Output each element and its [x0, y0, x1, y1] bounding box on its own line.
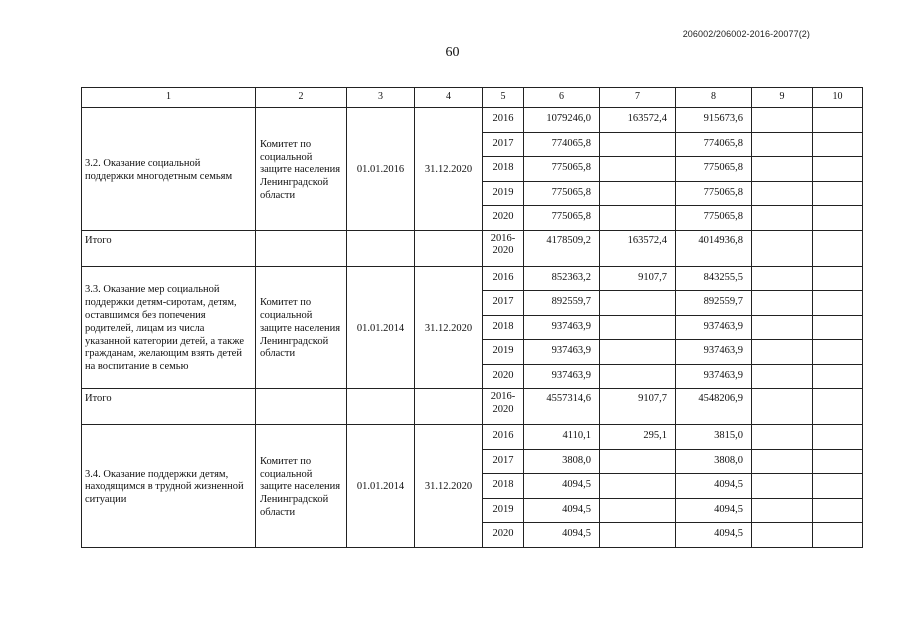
value-federal: 295,1 [600, 425, 676, 450]
empty-cell [752, 206, 813, 231]
year-cell: 2020 [483, 523, 524, 548]
value-regional: 4094,5 [676, 498, 752, 523]
table-row [82, 266, 863, 291]
empty-cell [752, 340, 813, 365]
value-regional: 3808,0 [676, 449, 752, 474]
measure-name: 3.3. Оказание мер социальной поддержки детям-сиротам, детям, оставшимся без попечения родителей, лицам из числа указанной категории детей, а также гражданам, желающим взять детей на воспитание в семью [82, 266, 256, 389]
empty-cell [752, 132, 813, 157]
start-date: 01.01.2014 [347, 425, 415, 548]
empty-cell [752, 389, 813, 425]
empty-cell [813, 340, 863, 365]
empty-cell [813, 132, 863, 157]
value-total: 775065,8 [524, 181, 600, 206]
total-value-federal: 9107,7 [600, 389, 676, 425]
header-cell: 10 [813, 88, 863, 108]
total-value-regional: 4548206,9 [676, 389, 752, 425]
header-cell: 2 [256, 88, 347, 108]
empty-cell [813, 291, 863, 316]
value-regional: 4094,5 [676, 474, 752, 499]
value-federal [600, 181, 676, 206]
end-date: 31.12.2020 [415, 266, 483, 389]
value-regional: 4094,5 [676, 523, 752, 548]
empty-cell [813, 315, 863, 340]
document-id: 206002/206002-2016-20077(2) [682, 29, 810, 39]
end-date: 31.12.2020 [415, 108, 483, 231]
value-total: 4094,5 [524, 523, 600, 548]
empty-cell [813, 523, 863, 548]
empty-cell [813, 206, 863, 231]
value-total: 937463,9 [524, 315, 600, 340]
empty-cell [752, 315, 813, 340]
header-cell: 7 [600, 88, 676, 108]
value-total: 937463,9 [524, 364, 600, 389]
empty-cell [813, 425, 863, 450]
total-value-federal: 163572,4 [600, 230, 676, 266]
value-federal [600, 364, 676, 389]
year-cell: 2016 [483, 425, 524, 450]
year-cell: 2020 [483, 364, 524, 389]
value-regional: 937463,9 [676, 364, 752, 389]
value-total: 4094,5 [524, 498, 600, 523]
value-federal [600, 340, 676, 365]
empty-cell [256, 230, 347, 266]
measure-name: 3.4. Оказание поддержки детям, находящимся в трудной жизненной ситуации [82, 425, 256, 548]
year-cell: 2018 [483, 474, 524, 499]
value-total: 852363,2 [524, 266, 600, 291]
empty-cell [752, 364, 813, 389]
empty-cell [752, 291, 813, 316]
year-cell: 2019 [483, 181, 524, 206]
value-federal [600, 132, 676, 157]
value-federal [600, 498, 676, 523]
year-cell: 2019 [483, 498, 524, 523]
empty-cell [256, 389, 347, 425]
value-federal: 9107,7 [600, 266, 676, 291]
empty-cell [813, 474, 863, 499]
total-years: 2016- 2020 [483, 389, 524, 425]
value-regional: 775065,8 [676, 157, 752, 182]
empty-cell [752, 266, 813, 291]
empty-cell [813, 389, 863, 425]
empty-cell [813, 230, 863, 266]
header-cell: 5 [483, 88, 524, 108]
total-years: 2016- 2020 [483, 230, 524, 266]
total-value-regional: 4014936,8 [676, 230, 752, 266]
year-cell: 2017 [483, 291, 524, 316]
value-regional: 843255,5 [676, 266, 752, 291]
program-table [81, 87, 863, 548]
value-federal [600, 449, 676, 474]
page-number: 60 [445, 45, 460, 60]
empty-cell [813, 449, 863, 474]
executor-org: Комитет по социальной защите населения Ленинградской области [256, 266, 347, 389]
empty-cell [752, 181, 813, 206]
header-cell: 3 [347, 88, 415, 108]
measure-name: 3.2. Оказание социальной поддержки многодетным семьям [82, 108, 256, 231]
empty-cell [752, 474, 813, 499]
empty-cell [813, 108, 863, 133]
year-cell: 2018 [483, 157, 524, 182]
value-federal [600, 474, 676, 499]
value-total: 4110,1 [524, 425, 600, 450]
value-regional: 915673,6 [676, 108, 752, 133]
header-cell: 9 [752, 88, 813, 108]
value-regional: 937463,9 [676, 315, 752, 340]
year-cell: 2020 [483, 206, 524, 231]
empty-cell [347, 230, 415, 266]
year-cell: 2016 [483, 266, 524, 291]
year-cell: 2017 [483, 449, 524, 474]
total-value-total: 4178509,2 [524, 230, 600, 266]
empty-cell [415, 389, 483, 425]
value-total: 892559,7 [524, 291, 600, 316]
empty-cell [415, 230, 483, 266]
table-row [82, 108, 863, 133]
empty-cell [347, 389, 415, 425]
value-total: 4094,5 [524, 474, 600, 499]
value-federal [600, 291, 676, 316]
value-regional: 3815,0 [676, 425, 752, 450]
table-row [82, 425, 863, 450]
empty-cell [752, 108, 813, 133]
header-cell: 1 [82, 88, 256, 108]
value-total: 1079246,0 [524, 108, 600, 133]
value-federal [600, 157, 676, 182]
value-regional: 937463,9 [676, 340, 752, 365]
value-total: 775065,8 [524, 206, 600, 231]
value-regional: 774065,8 [676, 132, 752, 157]
empty-cell [813, 498, 863, 523]
header-cell: 4 [415, 88, 483, 108]
year-cell: 2018 [483, 315, 524, 340]
empty-cell [752, 230, 813, 266]
value-federal [600, 206, 676, 231]
total-label: Итого [82, 230, 256, 266]
total-row [82, 230, 863, 266]
empty-cell [752, 449, 813, 474]
value-total: 774065,8 [524, 132, 600, 157]
empty-cell [813, 181, 863, 206]
empty-cell [813, 364, 863, 389]
executor-org: Комитет по социальной защите населения Ленинградской области [256, 108, 347, 231]
year-cell: 2017 [483, 132, 524, 157]
start-date: 01.01.2016 [347, 108, 415, 231]
value-total: 937463,9 [524, 340, 600, 365]
value-total: 775065,8 [524, 157, 600, 182]
total-row [82, 389, 863, 425]
empty-cell [752, 523, 813, 548]
end-date: 31.12.2020 [415, 425, 483, 548]
value-total: 3808,0 [524, 449, 600, 474]
start-date: 01.01.2014 [347, 266, 415, 389]
header-cell: 8 [676, 88, 752, 108]
value-federal [600, 315, 676, 340]
empty-cell [752, 498, 813, 523]
empty-cell [813, 157, 863, 182]
header-row [82, 88, 863, 108]
year-cell: 2019 [483, 340, 524, 365]
total-value-total: 4557314,6 [524, 389, 600, 425]
header-cell: 6 [524, 88, 600, 108]
empty-cell [813, 266, 863, 291]
total-label: Итого [82, 389, 256, 425]
value-regional: 892559,7 [676, 291, 752, 316]
executor-org: Комитет по социальной защите населения Ленинградской области [256, 425, 347, 548]
value-federal: 163572,4 [600, 108, 676, 133]
year-cell: 2016 [483, 108, 524, 133]
value-regional: 775065,8 [676, 181, 752, 206]
empty-cell [752, 425, 813, 450]
empty-cell [752, 157, 813, 182]
value-federal [600, 523, 676, 548]
value-regional: 775065,8 [676, 206, 752, 231]
